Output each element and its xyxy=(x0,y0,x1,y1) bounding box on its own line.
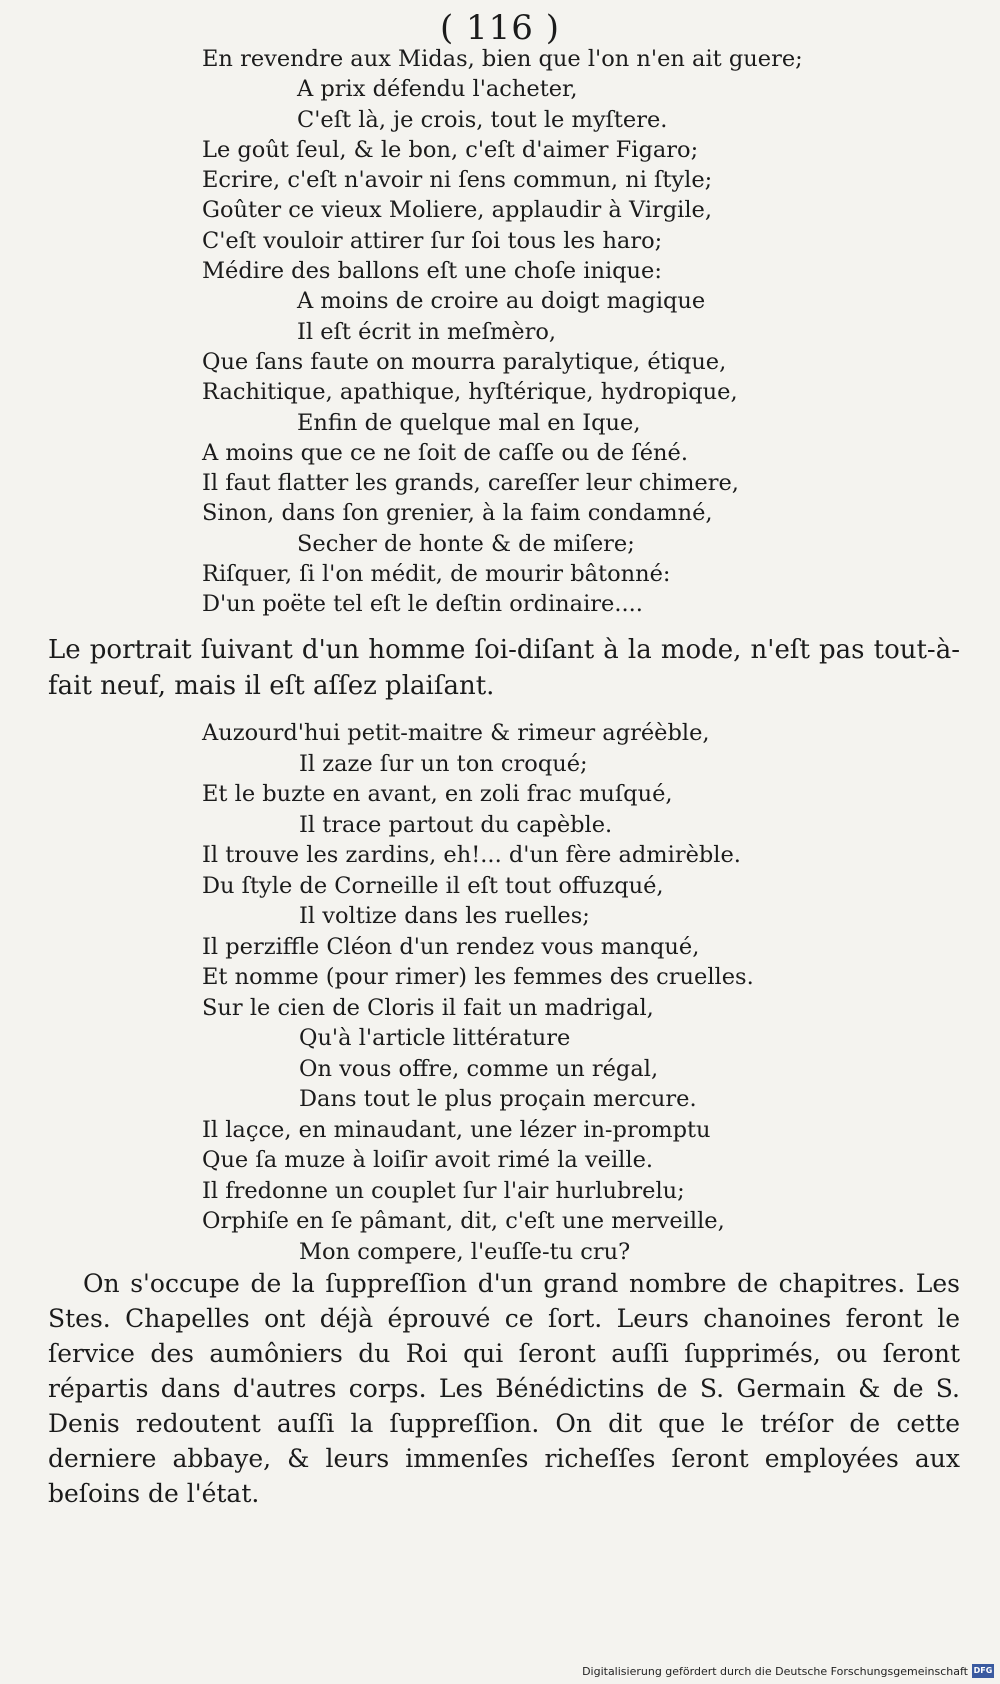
poem-line: A moins que ce ne ſoit de caſſe ou de ſéné. xyxy=(202,439,688,466)
poem-line: Du ſtyle de Corneille il eſt tout offuzqué, xyxy=(202,872,664,899)
poem-line: Sinon, dans ſon grenier, à la faim condamné, xyxy=(202,500,713,527)
dfg-logo-icon: DFG xyxy=(972,1664,994,1678)
poem-line: Il fredonne un couplet ſur l'air hurlubrelu; xyxy=(202,1177,685,1204)
paragraph-chapitres: On s'occupe de la ſuppreſſion d'un grand nombre de chapitres. Les Stes. Chapelles ont déjà éprouvé ce ſort. Leurs chanoines feront le ſervice des aumôniers du Roi qui ſeront auſſi ſupprimés, ou ſeront répartis dans d'autres corps. Les Bénédictins de S. Germain & de S. Denis redoutent auſſi la ſuppreſſion. On dit que le tréſor de cette derniere abbaye, & leurs immenſes richeſſes ſeront employées aux beſoins de l'état. xyxy=(48,1269,960,1508)
poem-line: Il voltize dans les ruelles; xyxy=(299,903,590,929)
paragraph-portrait-intro: Le portrait ſuivant d'un homme ſoi-diſant à la mode, n'eſt pas tout-à-fait neuf, mais il eſt aſſez plaiſant. xyxy=(48,635,960,701)
poem-line: Qu'à l'article littérature xyxy=(299,1025,571,1051)
poem-line: Il perziffle Cléon d'un rendez vous manqué, xyxy=(202,933,700,960)
poem-line: Enfin de quelque mal en Ique, xyxy=(297,409,641,436)
poem-line: Il faut flatter les grands, careſſer leur chimere, xyxy=(202,470,739,497)
poem-line: On vous offre, comme un régal, xyxy=(299,1055,659,1082)
poem-line: Médire des ballons eſt une choſe inique: xyxy=(202,258,662,285)
poem-line: Il laçce, en minaudant, une lézer in-promptu xyxy=(202,1116,711,1143)
poem-line: Goûter ce vieux Moliere, applaudir à Virgile, xyxy=(202,197,713,224)
poem-line: A prix défendu l'acheter, xyxy=(297,76,578,103)
page-number: ( 116 ) xyxy=(439,8,561,48)
poem-line: Auzourd'hui petit-maitre & rimeur agréèble, xyxy=(202,720,710,746)
poem-line: En revendre aux Midas, bien que l'on n'en ait guere; xyxy=(202,46,803,72)
poem-line: Le goût ſeul, & le bon, c'eſt d'aimer Figaro; xyxy=(202,136,699,163)
poem-line: Que ſans faute on mourra paralytique, étique, xyxy=(202,348,727,375)
poem-2 xyxy=(202,718,754,1267)
poem-line: C'eſt vouloir attirer ſur ſoi tous les haro; xyxy=(202,227,663,254)
poem-line: Que ſa muze à loiſir avoit rimé la veille. xyxy=(202,1147,654,1173)
poem-line: Mon compere, l'euſſe-tu cru? xyxy=(299,1238,631,1265)
poem-line: Orphiſe en ſe pâmant, dit, c'eſt une merveille, xyxy=(202,1208,725,1234)
footer-text: Digitalisierung gefördert durch die Deutsche Forschungsgemeinschaft xyxy=(582,1664,968,1678)
poem-line: Il trouve les zardins, eh!... d'un fère admirèble. xyxy=(202,842,741,868)
poem-line: Il eſt écrit in meſmèro, xyxy=(297,318,557,345)
digitization-footer xyxy=(582,1664,994,1678)
poem-line: Et le buzte en avant, en zoli frac muſqué, xyxy=(202,781,673,807)
poem-line: Il zaze ſur un ton croqué; xyxy=(299,750,588,777)
poem-line: Il trace partout du capèble. xyxy=(299,811,613,838)
poem-1 xyxy=(202,44,803,620)
poem-line: Rachitique, apathique, hyſtérique, hydropique, xyxy=(202,379,738,406)
poem-line: D'un poëte tel eſt le deſtin ordinaire.... xyxy=(202,591,643,618)
poem-line: Secher de honte & de miſere; xyxy=(297,530,635,557)
poem-line: Ecrire, c'eſt n'avoir ni ſens commun, ni ſtyle; xyxy=(202,167,713,194)
poem-line: C'eſt là, je crois, tout le myſtere. xyxy=(297,106,668,133)
poem-line: Riſquer, ſi l'on médit, de mourir bâtonné: xyxy=(202,561,671,588)
poem-line: Et nomme (pour rimer) les femmes des cruelles. xyxy=(202,964,754,990)
poem-line: Sur le cien de Cloris il fait un madrigal, xyxy=(202,994,654,1021)
poem-line: A moins de croire au doigt magique xyxy=(297,288,706,315)
poem-line: Dans tout le plus proçain mercure. xyxy=(299,1086,697,1112)
